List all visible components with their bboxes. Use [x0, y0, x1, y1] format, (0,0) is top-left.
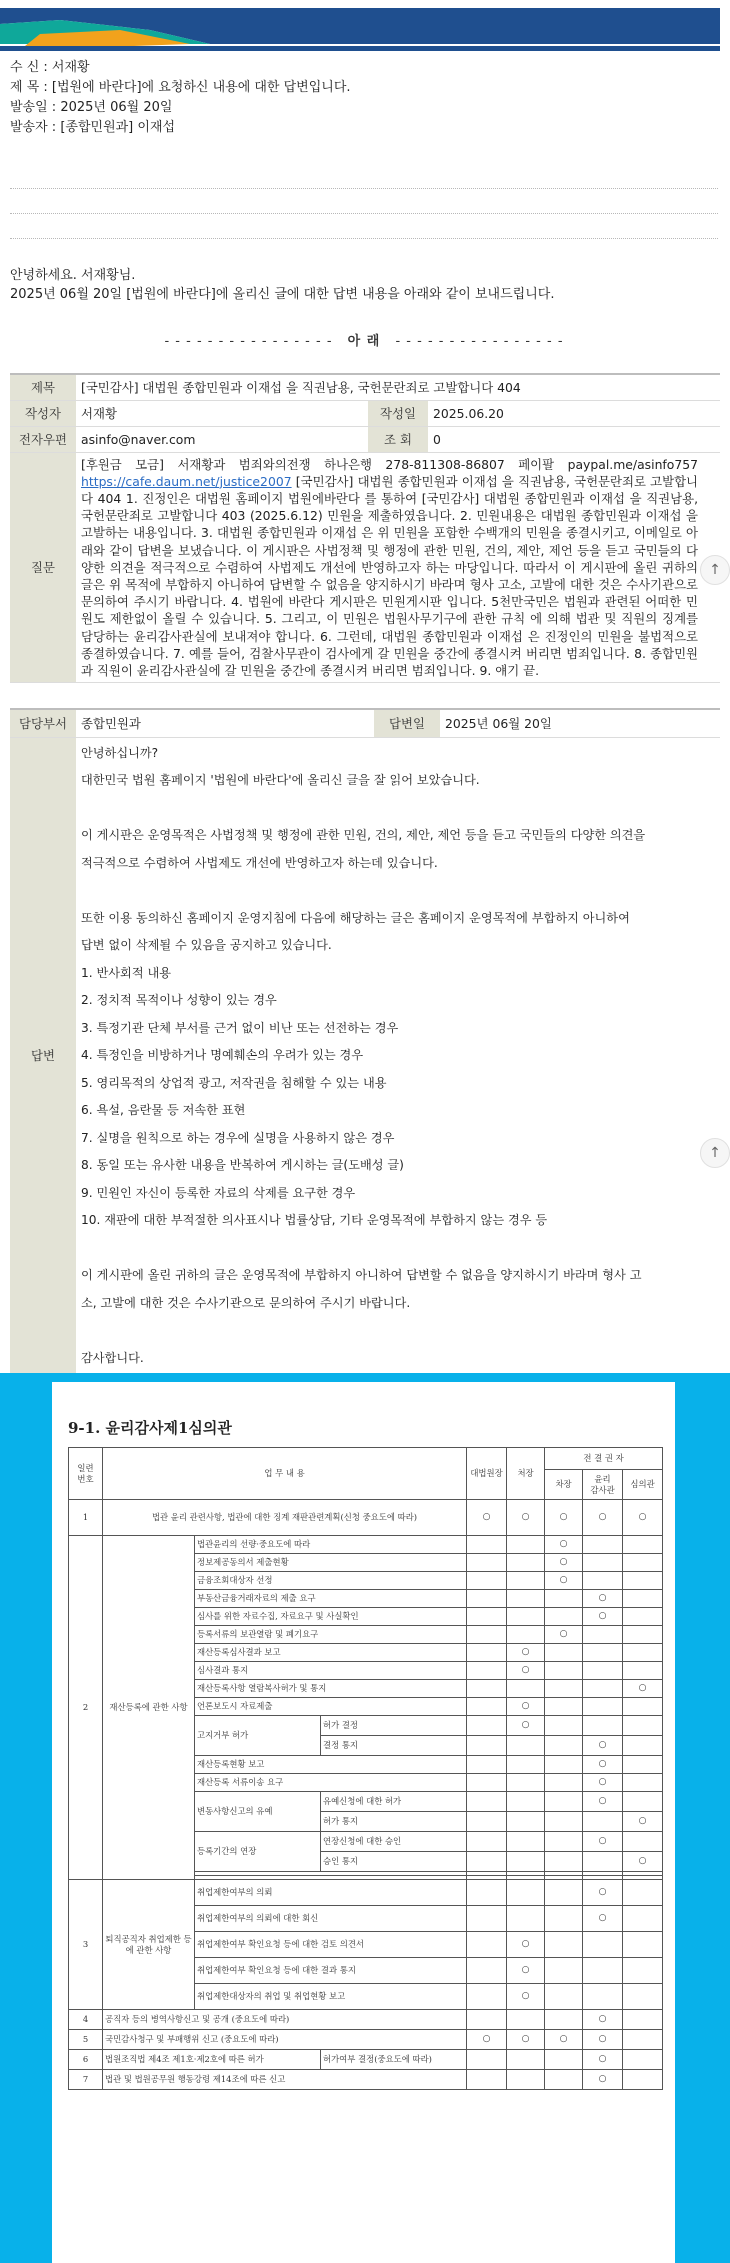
- divider-dashes: - - - - - - - - - - - - - - - -: [395, 334, 564, 349]
- row-task: 재산등록 서류이송 요구: [195, 1774, 467, 1792]
- answer-item: 10. 재판에 대한 부적절한 의사표시나 법률상담, 기타 운영목적에 부합하지 않는 경우 등: [81, 1213, 548, 1227]
- answer-item: 1. 반사회적 내용: [81, 965, 172, 980]
- views-label: 조 회: [368, 426, 428, 452]
- recipient: 수 신 : 서재황: [10, 60, 90, 75]
- mark: ○: [583, 1832, 623, 1852]
- row-task: 법관 윤리 관련사항, 법관에 대한 징계 재판관련계획(신청 중요도에 따라): [103, 1500, 467, 1536]
- row-task: 취업제한대상자의 취업 및 취업현황 보고: [195, 1984, 467, 2010]
- answer-item: 9. 민원인 자신이 등록한 자료의 삭제를 요구한 경우: [81, 1185, 356, 1200]
- row-task: 부동산금융거래자료의 제출 요구: [195, 1590, 467, 1608]
- row-task: 결정 통지: [321, 1736, 467, 1756]
- row-task: 등록서류의 보관열람 및 폐기요구: [195, 1626, 467, 1644]
- answer-line: 이 게시판에 올린 귀하의 글은 운영목적에 부합하지 아니하여 답변할 수 없음을 양지하시기 바라며 형사 고: [81, 1268, 642, 1282]
- row-no: 4: [69, 2010, 103, 2030]
- divider-dashes: - - - - - - - - - - - - - - - -: [164, 334, 333, 349]
- mark: ○: [583, 1500, 623, 1536]
- row-task: 재산등록현황 보고: [195, 1756, 467, 1774]
- row-task: 언론보도시 자료제출: [195, 1698, 467, 1716]
- answer-blank: [81, 1235, 715, 1263]
- row-task: 연장신청에 대한 승인: [321, 1832, 467, 1852]
- dept-label: 담당부서: [10, 709, 76, 737]
- answer-line: 적극적으로 수렴하여 사법제도 개선에 반영하고자 하는데 있습니다.: [81, 855, 438, 870]
- mark: ○: [507, 1716, 545, 1736]
- mark: ○: [507, 2030, 545, 2050]
- mark: ○: [583, 2070, 623, 2090]
- row-task: 취업제한여부 확인요청 등에 대한 결과 통지: [195, 1958, 467, 1984]
- mark: ○: [545, 1536, 583, 1554]
- row-task: 취업제한여부의 의뢰에 대한 회신: [195, 1906, 467, 1932]
- row-task: 재산등록사항 열람복사허가 및 통지: [195, 1680, 467, 1698]
- row-task: 정보제공동의서 제출현황: [195, 1554, 467, 1572]
- row-task-extra: 허가여부 결정(중요도에 따라): [321, 2050, 467, 2070]
- answer-blank: [81, 795, 715, 823]
- request-title: [국민감사] 대법원 종합민원과 이재섭 을 직권남용, 국헌문란죄로 고발합니다 404: [76, 374, 720, 400]
- email-label: 전자우편: [10, 426, 76, 452]
- row-task: 재산등록심사결과 보고: [195, 1644, 467, 1662]
- sender: 발송자 : [종합민원과] 이재섭: [10, 120, 176, 135]
- answer-blank: [81, 1317, 715, 1345]
- divider: [10, 188, 718, 189]
- col-chief-justice: 대법원장: [467, 1448, 507, 1500]
- answer-table: [10, 708, 720, 1399]
- greeting-line: 2025년 06월 20일 [법원에 바란다]에 올리신 글에 대한 답변 내용을 아래와 같이 보내드립니다.: [10, 287, 555, 302]
- mark: ○: [545, 2030, 583, 2050]
- mark: ○: [507, 1984, 545, 2010]
- scanned-document: [52, 1382, 675, 2263]
- scroll-to-top-button[interactable]: [700, 555, 730, 585]
- row-task: 법관 및 법원공무원 행동강령 제14조에 따른 신고: [103, 2070, 467, 2090]
- row-subgroup: 고지거부 허가: [195, 1716, 321, 1756]
- document-title: 9-1. 윤리감사제1심의관: [68, 1419, 232, 1437]
- row-task: 금융조회대상자 선정: [195, 1572, 467, 1590]
- answer-line: 소, 고발에 대한 것은 수사기관으로 문의하여 주시기 바랍니다.: [81, 1295, 411, 1310]
- scroll-to-top-button[interactable]: [700, 1138, 730, 1168]
- mark: ○: [583, 1590, 623, 1608]
- mark: ○: [507, 1500, 545, 1536]
- row-task: 심사를 위한 자료수집, 자료요구 및 사실확인: [195, 1608, 467, 1626]
- answer-line: 대한민국 법원 홈페이지 '법원에 바란다'에 올리신 글을 잘 읽어 보았습니다.: [81, 773, 480, 787]
- answer-item: 3. 특정기관 단체 부서를 근거 없이 비난 또는 선전하는 경우: [81, 1020, 399, 1035]
- col-task-header: 업 무 내 용: [103, 1448, 467, 1500]
- row-group: 재산등록에 관한 사항: [103, 1536, 195, 1880]
- request-table: [10, 373, 720, 683]
- answer-blank: [81, 877, 715, 905]
- views-count: 0: [428, 426, 720, 452]
- cafe-link[interactable]: https://cafe.daum.net/justice2007: [81, 473, 292, 489]
- mark: ○: [545, 1554, 583, 1572]
- row-subgroup: 등록기간의 연장: [195, 1832, 321, 1872]
- answer-body: [76, 737, 720, 1375]
- section-divider: [10, 330, 718, 349]
- email: asinfo@naver.com: [76, 426, 368, 452]
- row-no: 2: [69, 1536, 103, 1880]
- question-label: 질문: [10, 452, 76, 683]
- mark: ○: [467, 2030, 507, 2050]
- answer-line: 감사합니다.: [81, 1350, 144, 1365]
- row-task: 승인 통지: [321, 1852, 467, 1872]
- question-text: [후원금 모금] 서재황과 범죄와의전쟁 하나은행 278-811308-86807 페이팔 paypal.me/asinfo757: [81, 456, 699, 472]
- author: 서재황: [76, 400, 368, 426]
- subject: 제 목 : [법원에 바란다]에 요청하신 내용에 대한 답변입니다.: [10, 80, 351, 95]
- mark: ○: [467, 1500, 507, 1536]
- col-decider-group: 전 결 권 자: [545, 1448, 663, 1470]
- row-task: 허가 결정: [321, 1716, 467, 1736]
- row-no: 5: [69, 2030, 103, 2050]
- mark: ○: [583, 1774, 623, 1792]
- mail-meta: [10, 58, 710, 138]
- mark: ○: [623, 1812, 663, 1832]
- answer-item: 8. 동일 또는 유사한 내용을 반복하여 게시하는 글(도배성 글): [81, 1158, 404, 1172]
- arrow-up-icon: ↑: [709, 1145, 721, 1161]
- mark: ○: [507, 1932, 545, 1958]
- row-task: 취업제한여부 확인요청 등에 대한 검토 의견서: [195, 1932, 467, 1958]
- banner-underline: [0, 46, 720, 51]
- row-task: 심사결과 통지: [195, 1662, 467, 1680]
- divider: [10, 238, 718, 239]
- answer-line: 이 게시판은 운영목적은 사법정책 및 행정에 관한 민원, 건의, 제안, 제언 등을 듣고 국민들의 다양한 의견을: [81, 828, 646, 842]
- row-task: 공직자 등의 병역사항신고 및 공개 (중요도에 따라): [103, 2010, 467, 2030]
- answer-line: 또한 이용 동의하신 홈페이지 운영지침에 다음에 해당하는 글은 홈페이지 운영목적에 부합하지 아니하여: [81, 910, 630, 925]
- mark: ○: [507, 1958, 545, 1984]
- mark: ○: [583, 1608, 623, 1626]
- mark: ○: [583, 1756, 623, 1774]
- col-no-header: 일련 번호: [69, 1448, 103, 1500]
- answer-item: 7. 실명을 원칙으로 하는 경우에 실명을 사용하지 않은 경우: [81, 1130, 395, 1145]
- greeting: [10, 266, 720, 304]
- date-label: 작성일: [368, 400, 428, 426]
- mark: ○: [583, 1880, 623, 1906]
- row-task: 국민감사청구 및 부패행위 신고 (중요도에 따라): [103, 2030, 467, 2050]
- mark: ○: [583, 2050, 623, 2070]
- answer-item: 5. 영리목적의 상업적 광고, 저작권을 침해할 수 있는 내용: [81, 1075, 387, 1090]
- mark: ○: [507, 1644, 545, 1662]
- mark: ○: [623, 1680, 663, 1698]
- dept: 종합민원과: [76, 709, 374, 737]
- title-label: 제목: [10, 374, 76, 400]
- row-task: 취업제한여부의 의뢰: [195, 1880, 467, 1906]
- request-date: 2025.06.20: [428, 400, 720, 426]
- mark: ○: [583, 1906, 623, 1932]
- divider-title: 아 래: [347, 334, 381, 349]
- header-banner: [0, 0, 730, 58]
- mark: ○: [545, 1500, 583, 1536]
- mark: ○: [583, 1736, 623, 1756]
- col-deputy: 차장: [545, 1470, 583, 1500]
- mark: ○: [583, 2010, 623, 2030]
- row-task: 법관윤리의 선량·중요도에 따라: [195, 1536, 467, 1554]
- mark: ○: [583, 2030, 623, 2050]
- row-group: 퇴직공직자 취업제한 등에 관한 사항: [103, 1880, 195, 2010]
- banner-graphic: [0, 0, 730, 58]
- mark: ○: [545, 1572, 583, 1590]
- row-subgroup: 변동사항신고의 유예: [195, 1792, 321, 1832]
- answer-date-label: 답변일: [374, 709, 440, 737]
- row-task: 유예신청에 대한 허가: [321, 1792, 467, 1812]
- author-label: 작성자: [10, 400, 76, 426]
- mark: ○: [623, 1852, 663, 1872]
- answer-item: 6. 욕설, 음란물 등 저속한 표현: [81, 1103, 246, 1117]
- row-task: 법원조직법 제4조 제1호·제2호에 따른 허가: [103, 2050, 321, 2070]
- mark: ○: [507, 1698, 545, 1716]
- mark: ○: [507, 1662, 545, 1680]
- sent-date: 발송일 : 2025년 06월 20일: [10, 100, 173, 115]
- answer-date: 2025년 06월 20일: [440, 709, 720, 737]
- row-no: 1: [69, 1500, 103, 1536]
- mark: ○: [583, 1792, 623, 1812]
- arrow-up-icon: ↑: [709, 562, 721, 578]
- row-no: 6: [69, 2050, 103, 2070]
- row-no: 7: [69, 2070, 103, 2090]
- answer-line: 답변 없이 삭제될 수 있음을 공지하고 있습니다.: [81, 938, 332, 952]
- col-ethics-officer: 윤리 감사관: [583, 1470, 623, 1500]
- col-director: 처장: [507, 1448, 545, 1500]
- question-body: [76, 452, 720, 683]
- col-examiner: 심의관: [623, 1470, 663, 1500]
- authority-table: [68, 1447, 663, 2090]
- greeting-line: 안녕하세요. 서재황님.: [10, 268, 136, 283]
- mark: ○: [545, 1626, 583, 1644]
- answer-label: 답변: [10, 737, 76, 1375]
- row-no: 3: [69, 1880, 103, 2010]
- row-task: 허가 통지: [321, 1812, 467, 1832]
- question-text: [국민감사] 대법원 종합민원과 이재섭 을 직권남용, 국헌문란죄로 고발합니다 404 1. 진정인은 대법원 홈페이지 법원에바란다 를 통하여 [국민감사] 대법원 종합민원과 이재섭 을 직권남용, 국헌문란죄로 고발합니다 403 (2025.6.12) 민원을 제출하였읍니다. 2. 민원내용은 대법원 종합민원과 이재섭 을 고발하는 내용입니다. 3. 대법원 종합민원과 이재섭 은 위 민원을 포함한 수백개의 민원을 종결시키고, 이메일로 아래와 같이 답변을 보냈습니다. 이 게시판은 사법정책 및 행정에 관한 민원, 건의, 제안, 제언 등을 듣고 국민들의 다양한 의견을 적극적으로 수렴하여 사법제도 개선에 반영하고자 하는 마당입니다. 따라서 이 게시판에 올린 귀하의 글은 위 목적에 부합하지 아니하여 답변할 수 없음을 양지하시기 바라며 형사 고소, 고발에 대한 것은 수사기관으로 문의하여 주시기 바랍니다. 4. 법원에 바란다 게시판은 민원게시판 입니다. 5천만국민은 법원과 관련된 어떠한 민원도 제한없이 올릴 수 있습니다. 5. 그리고, 이 민원은 법원사무기구에 관한 규칙 에 의해 법관 및 직원의 징계를 담당하는 윤리감사관실에 보내져야 합니다. 6. 그런데, 대법원 종합민원과 이재섭 은 진정인의 민원을 불법적으로 종결하였습니다. 7. 예를 들어, 검찰사무관이 검사에게 갈 민원을 중간에 종결시켜 버리면 범죄입니다. 8. 종합민원과 직원이 윤리감사관실에 갈 민원을 중간에 종결시켜 버리면 범죄입니다. 9. 얘기 끝.: [81, 473, 699, 678]
- divider: [10, 213, 718, 214]
- answer-item: 2. 정치적 목적이나 성향이 있는 경우: [81, 993, 277, 1007]
- answer-item: 4. 특정인을 비방하거나 명예훼손의 우려가 있는 경우: [81, 1048, 364, 1062]
- answer-line: 안녕하십니까?: [81, 745, 159, 760]
- mark: ○: [623, 1500, 663, 1536]
